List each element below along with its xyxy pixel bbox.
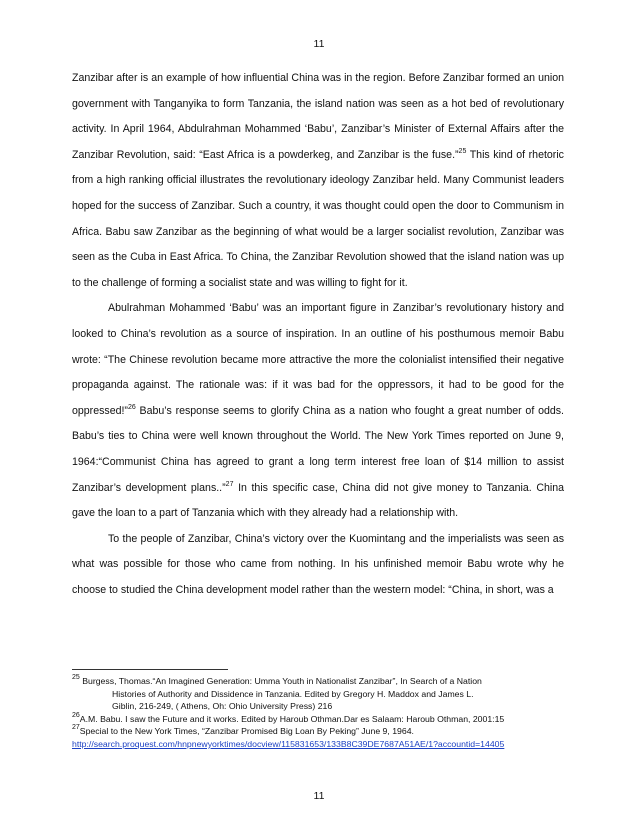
paragraph-3 [72,527,564,604]
paragraph-2-text-a: Abulrahman Mohammed ‘Babu’ was an important figure in Zanzibar’s revolutionary history and looked to China’s revolution as a source of inspiration. In an outline of his posthumous memoir Babu wrote: “The Chinese revolution became more attractive the more the colonialist intensified their negative propaganda against. The rationale was: if it was bad for the oppressors, it had to be good for the oppressed!” [72,302,564,417]
paragraph-2-text-c: In this specific case, China did not give money to Tanzania. China gave the loan to a part of Tanzania which with they already had a relationship with. [72,481,565,520]
paragraph-3-text: To the people of Zanzibar, China’s victory over the Kuomintang and the imperialists was seen as what was possible for those who came from nothing. In his unfinished memoir Babu wrote why he choose to studied the China development model rather than the western model: “China, in short, was a [72,532,564,596]
footnote-ref-26[interactable]: 26 [127,403,136,411]
footnotes [72,675,572,751]
footnote-number: 25 [72,674,80,681]
footnote-url-link[interactable]: http://search.proquest.com/hnpnewyorktimes/docview/115831653/133B8C39DE7687A51AE/1?accountid=14405 [72,738,505,749]
footnote-number: 26 [72,711,80,719]
footnote-ref-27[interactable]: 27 [225,480,234,488]
footnote-text: A.M. Babu. I saw the Future and it works. Edited by Haroub Othman.Dar es Salaam: Haroub Othman, 2001:15 [79,713,505,724]
paragraph-1 [72,66,564,296]
footnote-text-continued: Giblin, 216-249, ( Athens, Oh: Ohio University Press) 216 [112,701,333,712]
footnote-text: Special to the New York Times, “Zanzibar Promised Big Loan By Peking” June 9, 1964. [79,726,414,737]
footnote-26 [72,713,572,726]
footnote-text: Burgess, Thomas.“An Imagined Generation: Umma Youth in Nationalist Zanzibar”, In Search of a Nation [79,676,482,686]
paragraph-1-text-b: This kind of rhetoric from a high ranking official illustrates the revolutionary ideology Zanzibar held. Many Communist leaders hoped for the success of Zanzibar. Such a country, it was thought could open the door to Communism in Africa. Babu saw Zanzibar as the beginning of what would be a larger socialist revolution, Zanzibar was seen as the Cuba in East Africa. To China, the Zanzibar Revolution showed that the island nation was up to the challenge of forming a socialist state and was willing to fight for it. [72,148,564,289]
page-number-top: 11 [313,38,325,50]
paragraph-2 [72,296,564,526]
footnote-text-continued: Histories of Authority and Dissidence in Tanzania. Edited by Gregory H. Maddox and James L. [112,688,474,699]
footnote-25 [72,675,572,713]
footnote-ref-25[interactable]: 25 [458,147,467,155]
footnote-27 [72,725,572,750]
footnote-number: 27 [72,724,80,732]
footnote-separator [72,669,228,670]
paragraph-1-text-a: Zanzibar after is an example of how influential China was in the region. Before Zanzibar formed an union government with Tanganyika to form Tanzania, the island nation was seen as a hot bed of revolutionary activity. In April 1964, Abdulrahman Mohammed ‘Babu’, Zanzibar’s Minister of External Affairs after the Zanzibar Revolution, said: “East Africa is a powderkeg, and Zanzibar is the fuse.” [72,72,564,161]
paragraph-2-text-b: Babu’s response seems to glorify China as a nation who fought a great number of odds. Babu’s ties to China were well known throughout the World. The New York Times reported on June 9, 1964:“Communist China has agreed to grant a long term interest free loan of $14 million to assist Zanzibar’s development plans..” [72,404,564,494]
body-text [72,66,564,603]
page-number-bottom: 11 [313,790,325,802]
